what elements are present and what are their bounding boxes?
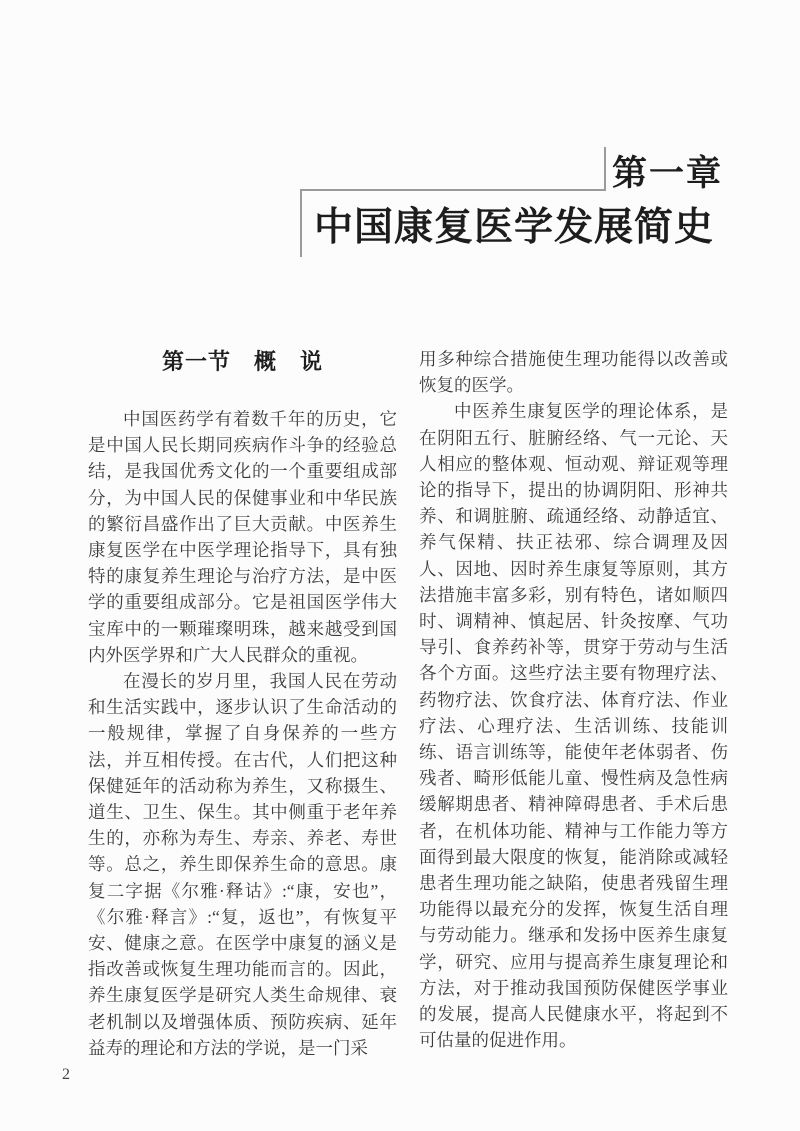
- paragraph: 在漫长的岁月里，我国人民在劳动和生活实践中，逐步认识了生命活动的一般规律，掌握了自身保养的一些方法，并互相传授。在古代，人们把这种保健延年的活动称为养生，又称摄生、道生、卫生、保生。其中侧重于老年养生的，亦称为寿生、寿亲、养老、寿世等。总之，养生即保养生命的意思。康复二字据《尔雅·释诂》:“康，安也”，《尔雅·释言》:“复，返也”，有恢复平安、健康之意。在医学中康复的涵义是指改善或恢复生理功能而言的。因此，养生康复医学是研究人类生命规律、衰老机制以及增强体质、预防疾病、延年益寿的理论和方法的学说，是一门采: [88, 671, 397, 1058]
- left-column: [88, 346, 397, 1061]
- chapter-number: 第一章: [612, 154, 724, 193]
- chapter-title: 中国康复医学发展简史: [314, 206, 715, 249]
- page-content: [88, 346, 728, 1061]
- chapter-rule-left: [300, 191, 302, 257]
- page-number: 2: [62, 1066, 70, 1083]
- paragraph: 中医养生康复医学的理论体系，是在阴阳五行、脏腑经络、气一元论、天人相应的整体观、恒动观、辩证观等理论的指导下，提出的协调阴阳、形神共养、和调脏腑、疏通经络、动静适宜、养气保精、扶正祛邪、综合调理及因人、因地、因时养生康复等原则，其方法措施丰富多彩，别有特色，诸如顺四时、调精神、慎起居、针灸按摩、气功导引、食养药补等，贯穿于劳动与生活各个方面。这些疗法主要有物理疗法、药物疗法、饮食疗法、体育疗法、作业疗法、心理疗法、生活训练、技能训练、语言训练等，能使年老体弱者、伤残者、畸形低能儿童、慢性病及急性病缓解期患者、精神障碍患者、手术后患者，在机体功能、精神与工作能力等方面得到最大限度的恢复，能消除或减轻患者生理功能之缺陷，使患者残留生理功能得以最充分的发挥，恢复生活自理与劳动能力。继承和发扬中医养生康复学，研究、应用与提高养生康复理论和方法，对于推动我国预防保健医学事业的发展，提高人民健康水平，将起到不可估量的促进作用。: [419, 401, 728, 1051]
- right-column: [419, 346, 728, 1061]
- paragraph: 中国医药学有着数千年的历史，它是中国人民长期同疾病作斗争的经验总结，是我国优秀文化的一个重要组成部分，为中国人民的保健事业和中华民族的繁衍昌盛作出了巨大贡献。中医养生康复医学在中医学理论指导下，具有独特的康复养生理论与治疗方法，是中医学的重要组成部分。它是祖国医学伟大宝库中的一颗璀璨明珠，越来越受到国内外医学界和广大人民群众的重视。: [88, 409, 397, 665]
- paragraph-continuation: 用多种综合措施使生理功能得以改善或恢复的医学。: [419, 349, 728, 396]
- section-heading: 第一节 概 说: [161, 349, 323, 374]
- chapter-rule-top: [300, 147, 606, 191]
